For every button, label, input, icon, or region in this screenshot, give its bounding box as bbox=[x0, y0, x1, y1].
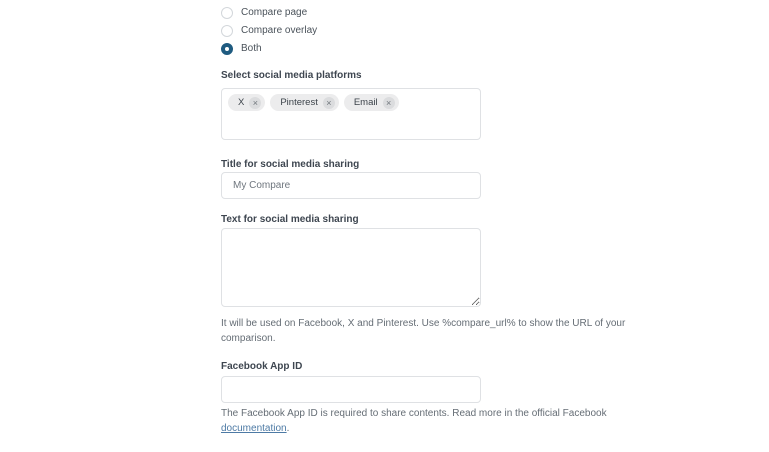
sharing-help-text: It will be used on Facebook, X and Pinterest. Use %compare_url% to show the URL of your comparison. bbox=[221, 318, 626, 344]
remove-tag-icon[interactable]: × bbox=[323, 97, 335, 109]
platform-tag-label: Pinterest bbox=[280, 97, 318, 108]
text-label: Text for social media sharing bbox=[221, 214, 359, 225]
radio-option-both[interactable] bbox=[221, 42, 262, 56]
platform-tag-x bbox=[228, 94, 265, 111]
documentation-link[interactable]: documentation bbox=[221, 423, 287, 434]
title-input[interactable] bbox=[221, 172, 481, 199]
facebook-help-suffix: . bbox=[286, 423, 290, 434]
radio-option-compare-page[interactable] bbox=[221, 6, 307, 20]
radio-selected-icon[interactable] bbox=[221, 43, 233, 55]
radio-option-label: Compare overlay bbox=[241, 25, 318, 36]
remove-tag-icon[interactable]: × bbox=[249, 97, 261, 109]
platform-tag-email bbox=[344, 94, 399, 111]
platform-tag-label: Email bbox=[353, 97, 378, 108]
radio-option-label: Compare page bbox=[241, 7, 308, 18]
radio-unselected-icon[interactable] bbox=[221, 7, 233, 19]
remove-tag-icon[interactable]: × bbox=[383, 97, 395, 109]
radio-unselected-icon[interactable] bbox=[221, 25, 233, 37]
radio-option-label: Both bbox=[241, 43, 262, 54]
facebook-help-prefix: The Facebook App ID is required to share contents. Read more in the official Facebook bbox=[221, 408, 607, 419]
facebook-help-text bbox=[221, 406, 661, 436]
platforms-label: Select social media platforms bbox=[221, 70, 362, 81]
facebook-app-id-label: Facebook App ID bbox=[221, 361, 303, 372]
platform-tag-label: X bbox=[238, 97, 245, 108]
facebook-app-id-input[interactable] bbox=[221, 376, 481, 403]
platform-select-box[interactable] bbox=[221, 88, 481, 140]
text-textarea[interactable] bbox=[221, 228, 481, 307]
title-label: Title for social media sharing bbox=[221, 159, 360, 170]
radio-option-compare-overlay[interactable] bbox=[221, 24, 317, 38]
platform-tag-pinterest bbox=[270, 94, 339, 111]
